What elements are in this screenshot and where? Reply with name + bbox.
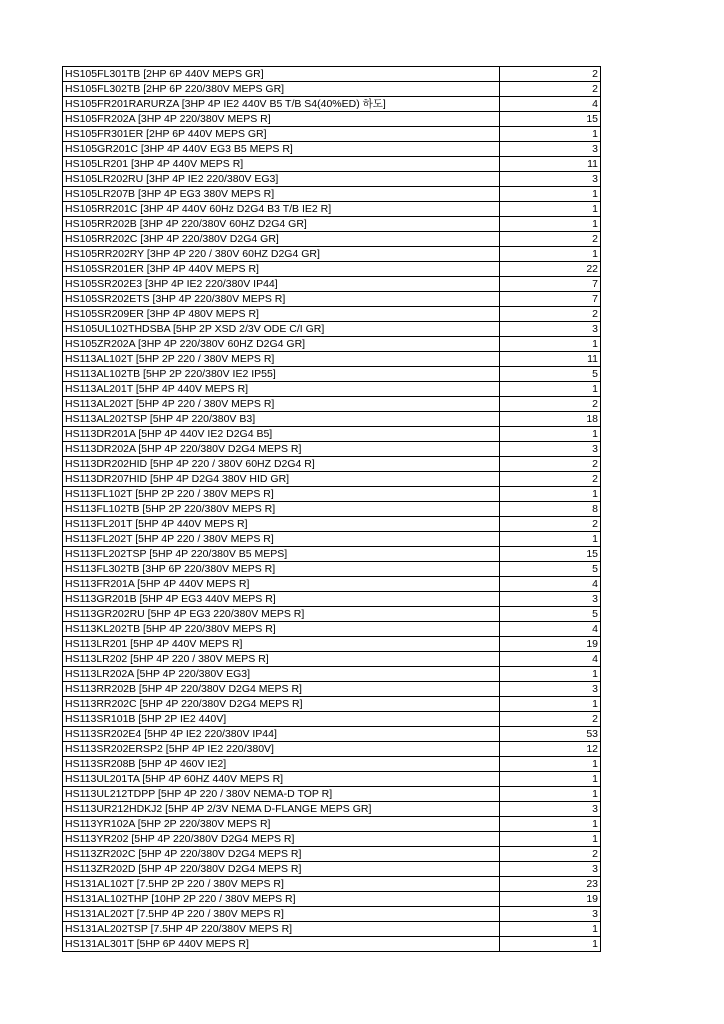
table-row [63,727,601,742]
table-row [63,337,601,352]
item-description-cell: HS113DR202A [5HP 4P 220/380V D2G4 MEPS R] [63,442,500,457]
item-description-cell: HS105FR301ER [2HP 6P 440V MEPS GR] [63,127,500,142]
quantity-cell: 1 [500,772,601,787]
quantity-cell: 23 [500,877,601,892]
item-description-cell: HS131AL202T [7.5HP 4P 220 / 380V MEPS R] [63,907,500,922]
table-row [63,652,601,667]
quantity-cell: 5 [500,562,601,577]
item-description-cell: HS105UL102THDSBA [5HP 2P XSD 2/3V ODE C/I GR] [63,322,500,337]
quantity-cell: 4 [500,577,601,592]
item-description-cell: HS113LR201 [5HP 4P 440V MEPS R] [63,637,500,652]
quantity-cell: 11 [500,157,601,172]
table-row [63,472,601,487]
table-row [63,502,601,517]
item-description-cell: HS131AL102T [7.5HP 2P 220 / 380V MEPS R] [63,877,500,892]
table-row [63,547,601,562]
item-description-cell: HS105RR201C [3HP 4P 440V 60Hz D2G4 B3 T/B IE2 R] [63,202,500,217]
quantity-cell: 2 [500,307,601,322]
quantity-cell: 1 [500,487,601,502]
item-description-cell: HS113FL102TB [5HP 2P 220/380V MEPS R] [63,502,500,517]
item-description-cell: HS105LR202RU [3HP 4P IE2 220/380V EG3] [63,172,500,187]
quantity-cell: 8 [500,502,601,517]
quantity-cell: 19 [500,637,601,652]
quantity-cell: 3 [500,442,601,457]
table-row [63,517,601,532]
quantity-cell: 1 [500,382,601,397]
item-description-cell: HS113DR207HID [5HP 4P D2G4 380V HID GR] [63,472,500,487]
quantity-cell: 7 [500,277,601,292]
quantity-cell: 4 [500,97,601,112]
item-description-cell: HS105SR202ETS [3HP 4P 220/380V MEPS R] [63,292,500,307]
table-row [63,427,601,442]
table-row [63,712,601,727]
item-description-cell: HS113ZR202D [5HP 4P 220/380V D2G4 MEPS R] [63,862,500,877]
quantity-cell: 3 [500,172,601,187]
table-row [63,352,601,367]
table-row [63,82,601,97]
item-description-cell: HS113KL202TB [5HP 4P 220/380V MEPS R] [63,622,500,637]
item-description-cell: HS113UL212TDPP [5HP 4P 220 / 380V NEMA-D TOP R] [63,787,500,802]
item-description-cell: HS113GR202RU [5HP 4P EG3 220/380V MEPS R] [63,607,500,622]
item-description-cell: HS113FL202TSP [5HP 4P 220/380V B5 MEPS] [63,547,500,562]
item-description-cell: HS113SR202ERSP2 [5HP 4P IE2 220/380V] [63,742,500,757]
item-description-cell: HS113AL202T [5HP 4P 220 / 380V MEPS R] [63,397,500,412]
table-row [63,382,601,397]
quantity-cell: 1 [500,187,601,202]
quantity-cell: 5 [500,607,601,622]
quantity-cell: 3 [500,907,601,922]
table-row [63,532,601,547]
table-row [63,397,601,412]
table-row [63,217,601,232]
table-row [63,277,601,292]
quantity-cell: 7 [500,292,601,307]
item-description-cell: HS113SR101B [5HP 2P IE2 440V] [63,712,500,727]
item-description-cell: HS113RR202C [5HP 4P 220/380V D2G4 MEPS R] [63,697,500,712]
item-description-cell: HS113DR202HID [5HP 4P 220 / 380V 60HZ D2G4 R] [63,457,500,472]
table-row [63,637,601,652]
table-row [63,937,601,952]
table-row [63,412,601,427]
table-row [63,307,601,322]
table-row [63,487,601,502]
item-description-cell: HS105LR201 [3HP 4P 440V MEPS R] [63,157,500,172]
quantity-cell: 3 [500,682,601,697]
quantity-cell: 3 [500,322,601,337]
item-description-cell: HS113ZR202C [5HP 4P 220/380V D2G4 MEPS R] [63,847,500,862]
item-description-cell: HS113UR212HDKJ2 [5HP 4P 2/3V NEMA D-FLANGE MEPS GR] [63,802,500,817]
table-row [63,607,601,622]
quantity-cell: 2 [500,397,601,412]
item-description-cell: HS113AL201T [5HP 4P 440V MEPS R] [63,382,500,397]
quantity-cell: 1 [500,127,601,142]
table-row [63,892,601,907]
quantity-cell: 3 [500,802,601,817]
table-row [63,577,601,592]
item-description-cell: HS105SR209ER [3HP 4P 480V MEPS R] [63,307,500,322]
quantity-cell: 18 [500,412,601,427]
table-row [63,817,601,832]
item-description-cell: HS113LR202A [5HP 4P 220/380V EG3] [63,667,500,682]
item-description-cell: HS105FL302TB [2HP 6P 220/380V MEPS GR] [63,82,500,97]
table-row [63,682,601,697]
item-description-cell: HS113AL102TB [5HP 2P 220/380V IE2 IP55] [63,367,500,382]
table-row [63,157,601,172]
item-description-cell: HS131AL102THP [10HP 2P 220 / 380V MEPS R] [63,892,500,907]
item-description-cell: HS105ZR202A [3HP 4P 220/380V 60HZ D2G4 GR] [63,337,500,352]
item-description-cell: HS105FL301TB [2HP 6P 440V MEPS GR] [63,67,500,82]
table-row [63,802,601,817]
table-row [63,127,601,142]
item-description-cell: HS113YR102A [5HP 2P 220/380V MEPS R] [63,817,500,832]
quantity-cell: 1 [500,832,601,847]
quantity-cell: 2 [500,712,601,727]
table-row [63,562,601,577]
quantity-cell: 1 [500,217,601,232]
table-row [63,367,601,382]
item-description-cell: HS113DR201A [5HP 4P 440V IE2 D2G4 B5] [63,427,500,442]
quantity-cell: 3 [500,592,601,607]
item-description-cell: HS113AL102T [5HP 2P 220 / 380V MEPS R] [63,352,500,367]
table-row [63,757,601,772]
item-description-cell: HS105GR201C [3HP 4P 440V EG3 B5 MEPS R] [63,142,500,157]
item-description-cell: HS105FR201RARURZA [3HP 4P IE2 440V B5 T/B S4(40%ED) 하도] [63,97,500,112]
quantity-cell: 4 [500,622,601,637]
table-row [63,772,601,787]
quantity-cell: 15 [500,112,601,127]
item-description-cell: HS105LR207B [3HP 4P EG3 380V MEPS R] [63,187,500,202]
item-description-cell: HS105RR202RY [3HP 4P 220 / 380V 60HZ D2G4 GR] [63,247,500,262]
quantity-cell: 2 [500,67,601,82]
quantity-cell: 1 [500,427,601,442]
item-description-cell: HS113FL202T [5HP 4P 220 / 380V MEPS R] [63,532,500,547]
quantity-cell: 12 [500,742,601,757]
quantity-cell: 11 [500,352,601,367]
item-description-cell: HS113UL201TA [5HP 4P 60HZ 440V MEPS R] [63,772,500,787]
table-row [63,232,601,247]
table-row [63,457,601,472]
quantity-cell: 5 [500,367,601,382]
table-row [63,622,601,637]
quantity-cell: 19 [500,892,601,907]
quantity-cell: 2 [500,847,601,862]
table-row [63,442,601,457]
table-row [63,832,601,847]
table-row [63,907,601,922]
quantity-cell: 2 [500,232,601,247]
table-row [63,247,601,262]
table-row [63,262,601,277]
quantity-cell: 53 [500,727,601,742]
quantity-cell: 2 [500,82,601,97]
item-description-cell: HS105FR202A [3HP 4P 220/380V MEPS R] [63,112,500,127]
table-row [63,697,601,712]
item-description-cell: HS113LR202 [5HP 4P 220 / 380V MEPS R] [63,652,500,667]
item-description-cell: HS113FL102T [5HP 2P 220 / 380V MEPS R] [63,487,500,502]
table-row [63,202,601,217]
table-row [63,187,601,202]
table-row [63,877,601,892]
quantity-cell: 4 [500,652,601,667]
quantity-cell: 1 [500,202,601,217]
quantity-cell: 2 [500,472,601,487]
quantity-cell: 3 [500,142,601,157]
item-description-cell: HS105RR202C [3HP 4P 220/380V D2G4 GR] [63,232,500,247]
table-row [63,142,601,157]
inventory-table [62,66,601,952]
item-description-cell: HS113SR202E4 [5HP 4P IE2 220/380V IP44] [63,727,500,742]
item-description-cell: HS113FL201T [5HP 4P 440V MEPS R] [63,517,500,532]
quantity-cell: 1 [500,532,601,547]
table-row [63,292,601,307]
quantity-cell: 1 [500,697,601,712]
table-row [63,742,601,757]
table-row [63,322,601,337]
table-row [63,97,601,112]
quantity-cell: 1 [500,667,601,682]
table-row [63,112,601,127]
item-description-cell: HS113FL302TB [3HP 6P 220/380V MEPS R] [63,562,500,577]
item-description-cell: HS113YR202 [5HP 4P 220/380V D2G4 MEPS R] [63,832,500,847]
item-description-cell: HS105SR201ER [3HP 4P 440V MEPS R] [63,262,500,277]
quantity-cell: 1 [500,337,601,352]
quantity-cell: 1 [500,757,601,772]
table-row [63,862,601,877]
item-description-cell: HS131AL301T [5HP 6P 440V MEPS R] [63,937,500,952]
quantity-cell: 1 [500,247,601,262]
table-row [63,922,601,937]
quantity-cell: 1 [500,817,601,832]
quantity-cell: 1 [500,922,601,937]
quantity-cell: 2 [500,517,601,532]
quantity-cell: 22 [500,262,601,277]
quantity-cell: 1 [500,787,601,802]
item-description-cell: HS113SR208B [5HP 4P 460V IE2] [63,757,500,772]
quantity-cell: 2 [500,457,601,472]
item-description-cell: HS113GR201B [5HP 4P EG3 440V MEPS R] [63,592,500,607]
item-description-cell: HS113AL202TSP [5HP 4P 220/380V B3] [63,412,500,427]
inventory-table-body [63,67,601,952]
item-description-cell: HS105RR202B [3HP 4P 220/380V 60HZ D2G4 GR] [63,217,500,232]
table-row [63,67,601,82]
quantity-cell: 3 [500,862,601,877]
item-description-cell: HS113FR201A [5HP 4P 440V MEPS R] [63,577,500,592]
quantity-cell: 15 [500,547,601,562]
table-row [63,667,601,682]
table-row [63,847,601,862]
table-row [63,592,601,607]
item-description-cell: HS113RR202B [5HP 4P 220/380V D2G4 MEPS R] [63,682,500,697]
item-description-cell: HS105SR202E3 [3HP 4P IE2 220/380V IP44] [63,277,500,292]
quantity-cell: 1 [500,937,601,952]
table-row [63,172,601,187]
item-description-cell: HS131AL202TSP [7.5HP 4P 220/380V MEPS R] [63,922,500,937]
table-row [63,787,601,802]
